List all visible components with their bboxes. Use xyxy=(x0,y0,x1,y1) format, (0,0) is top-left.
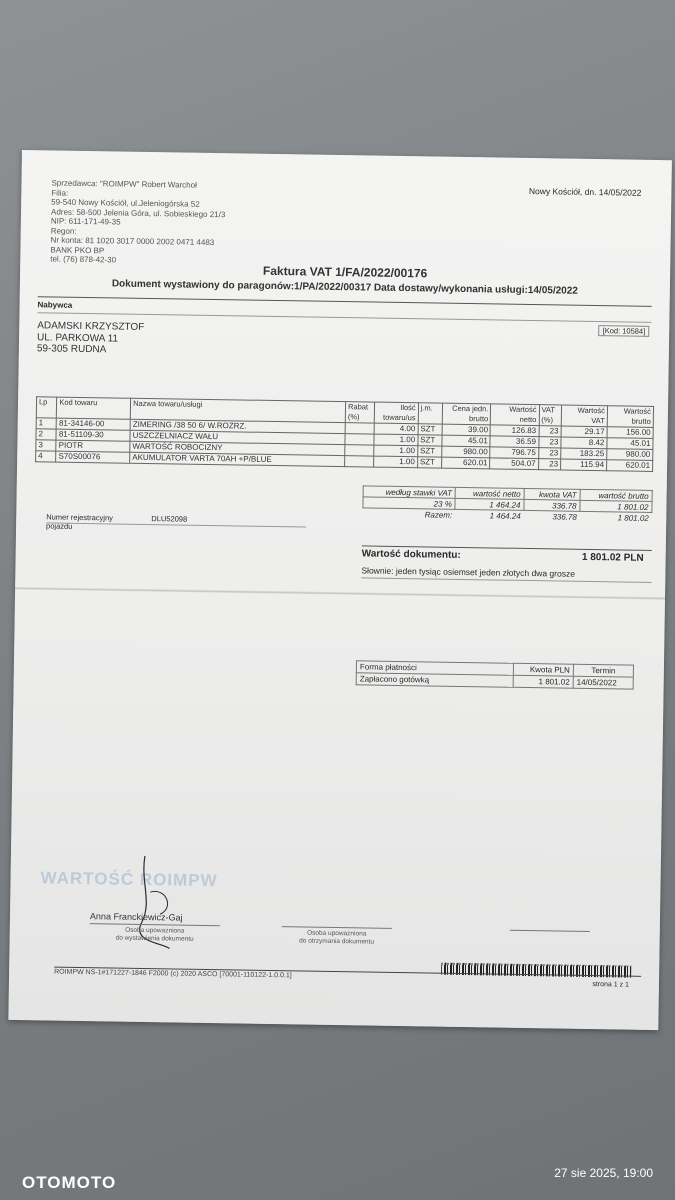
col-qty: Ilość towaru/us xyxy=(374,402,418,424)
cell: 1 464.24 xyxy=(489,510,521,521)
cell: SZT xyxy=(418,424,443,435)
issuer-name: Anna Franckiewicz-Gaj xyxy=(89,911,183,923)
cell: 36.59 xyxy=(490,436,538,448)
paper-fold xyxy=(15,587,665,600)
cell xyxy=(345,445,374,456)
caption-line: do wystawienia dokumentu xyxy=(115,934,194,943)
seller-line: Nr konta: 81 1020 3017 0000 2002 0471 4483 xyxy=(50,235,215,248)
cell: Zapłacono gotówką xyxy=(356,673,513,687)
cell: 4 xyxy=(36,451,56,462)
cell: SZT xyxy=(418,435,443,446)
cell: 1 801.02 xyxy=(617,512,649,523)
document-value-amount: 1 801.02 PLN xyxy=(581,551,644,564)
col-unit: j.m. xyxy=(418,403,443,424)
cell: 620.01 xyxy=(442,457,490,469)
invoice-subtitle: Dokument wystawiony do paragonów:1/PA/2022/00317 Data dostawy/wykonania usługi:14/05/2022 xyxy=(111,278,578,297)
col-discount: Rabat (%) xyxy=(345,402,374,423)
cell: 1 xyxy=(36,418,56,429)
cell: 620.01 xyxy=(606,460,652,472)
cell: 4.00 xyxy=(374,423,418,435)
items-table xyxy=(35,396,654,472)
seller-line: BANK PKO BP xyxy=(50,244,105,255)
caption-line: do otrzymania dokumentu xyxy=(299,936,375,946)
cell xyxy=(345,456,374,467)
cell: AKUMULATOR VARTA 70AH +P/BLUE xyxy=(130,452,345,466)
cell: 156.00 xyxy=(607,427,653,439)
cell: 23 xyxy=(539,426,562,437)
cell: USZCZELNIACZ WAŁU xyxy=(130,430,345,444)
summary-header: według stawki VAT xyxy=(363,486,456,498)
seller-line: 59-540 Nowy Kościół, ul.Jeleniogórska 52 xyxy=(51,197,200,209)
cell: 23 xyxy=(538,459,561,470)
seller-line: Regon: xyxy=(50,225,77,236)
cell: 81-51109-30 xyxy=(56,429,130,441)
cell: 1.00 xyxy=(373,456,417,468)
summary-header: kwota VAT xyxy=(524,488,580,500)
vat-summary-table xyxy=(362,485,652,523)
cell: 3 xyxy=(36,440,56,451)
summary-header: wartość brutto xyxy=(580,489,652,501)
cell: SZT xyxy=(417,457,442,468)
cell: 115.94 xyxy=(561,459,607,471)
cell: 23 xyxy=(538,448,561,459)
cell: PIOTR xyxy=(56,440,130,452)
seller-line: tel. (76) 878-42-30 xyxy=(50,254,117,265)
cell: S70S00076 xyxy=(56,451,130,463)
col-vat-rate: VAT (%) xyxy=(539,405,562,426)
seller-block xyxy=(50,178,226,266)
buyer-code: [Kod: 10584] xyxy=(599,325,650,337)
buyer-line: ADAMSKI KRZYSZTOF xyxy=(37,320,145,333)
cell: 81-34146-00 xyxy=(56,418,130,430)
caption-line: Osoba upoważniona xyxy=(307,929,367,938)
col-unit-price: Cena jedn. brutto xyxy=(443,403,491,425)
cell: 39.00 xyxy=(442,424,490,436)
cell: 336.78 xyxy=(524,499,580,511)
cell: 980.00 xyxy=(607,449,653,461)
summary-header: wartość netto xyxy=(455,487,524,499)
issuer-caption xyxy=(90,926,220,943)
receiver-caption xyxy=(282,929,392,946)
cell: 183.25 xyxy=(561,448,607,460)
cell: 23 % xyxy=(363,497,456,509)
cell: 23 xyxy=(538,437,561,448)
payment-header: Forma płatności xyxy=(356,661,513,675)
buyer-label: Nabywca xyxy=(37,300,73,310)
otomoto-logo: OTOMOTO xyxy=(22,1173,117,1192)
cell: 1.00 xyxy=(374,445,418,457)
cell: ZIMERING /38 50 6/ W.ROZRZ. xyxy=(130,419,345,433)
cell xyxy=(345,434,374,445)
col-net: Wartość netto xyxy=(491,404,539,426)
caption-line: Osoba upoważniona xyxy=(125,926,185,935)
divider xyxy=(361,577,651,583)
buyer-line: UL. PARKOWA 11 xyxy=(36,331,119,345)
cell: SZT xyxy=(417,446,442,457)
col-vat: Wartość VAT xyxy=(561,405,607,427)
invoice-title: Faktura VAT 1/FA/2022/00176 xyxy=(262,263,428,281)
cell: 796.75 xyxy=(490,447,538,459)
cell: 45.01 xyxy=(607,438,653,450)
cell xyxy=(345,423,374,434)
cell: WARTOŚĆ ROBOCIZNY xyxy=(130,441,345,455)
cell: 2 xyxy=(36,429,56,440)
buyer-line: 59-305 RUDNA xyxy=(36,343,107,356)
page-number: strona 1 z 1 xyxy=(592,981,630,989)
signature-line xyxy=(510,930,590,932)
software-footer: ROIMPW NS-1#171227-1846 F2000 (c) 2020 ASCO [70001-110122-1.0.0.1] xyxy=(54,968,292,980)
payment-table xyxy=(356,660,634,689)
registration-label: Numer rejestracyjny pojazdu xyxy=(46,512,113,531)
cell: 980.00 xyxy=(442,446,490,458)
invoice-paper xyxy=(8,150,672,1030)
divider xyxy=(38,296,652,307)
col-code: Kod towaru xyxy=(57,397,131,419)
document-value-label: Wartość dokumentu: xyxy=(361,548,461,561)
col-lp: Lp xyxy=(36,397,57,418)
cell: 1 801.02 xyxy=(580,500,652,512)
payment-header: Termin xyxy=(573,664,633,677)
cell: 29.17 xyxy=(561,426,607,438)
buyer-block xyxy=(37,320,145,356)
company-stamp: WARTOŚĆ ROIMPW xyxy=(40,868,218,891)
seller-line: NIP: 611-171-49-35 xyxy=(50,216,121,227)
cell: 45.01 xyxy=(442,435,490,447)
cell: 126.83 xyxy=(490,425,538,437)
photo-timestamp: 27 sie 2025, 19:00 xyxy=(554,1166,653,1180)
seller-line: Adres: 58-500 Jelenia Góra, ul. Sobieskiego 21/3 xyxy=(50,206,226,219)
registration-value: DLU52098 xyxy=(151,514,188,524)
total-label: Razem: xyxy=(424,509,453,520)
cell: 1 801.02 xyxy=(513,675,573,688)
cell: 336.78 xyxy=(552,511,577,522)
seller-line: Filia: xyxy=(51,187,69,198)
amount-in-words: Słownie: jeden tysiąc osiemset jeden złotych dwa grosze xyxy=(361,565,576,579)
col-name: Nazwa towaru/usługi xyxy=(130,398,345,422)
cell: 14/05/2022 xyxy=(573,676,633,689)
place-date: Nowy Kościół, dn. 14/05/2022 xyxy=(528,185,642,198)
seller-line: Sprzedawca: "ROIMPW" Robert Warchoł xyxy=(51,178,197,190)
cell: 504.07 xyxy=(490,458,538,470)
payment-header: Kwota PLN xyxy=(513,663,573,676)
cell: 1.00 xyxy=(374,434,418,446)
cell: 1 464.24 xyxy=(455,498,524,510)
cell: 8.42 xyxy=(561,437,607,449)
col-gross: Wartość brutto xyxy=(607,406,653,428)
